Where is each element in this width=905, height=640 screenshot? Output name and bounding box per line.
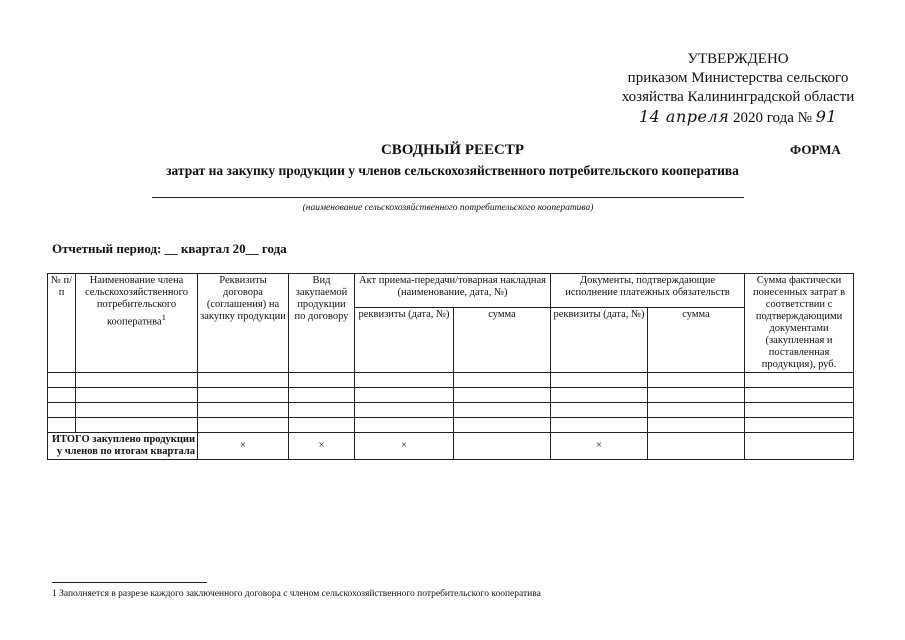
table-cell[interactable] [48,403,76,418]
total-row-label: ИТОГО закуплено продукции у членов по итогам квартала [48,433,198,460]
col-act-group-header: Акт приема-передачи/товарная накладная (наименование, дата, №) [355,274,551,308]
total-docs-sum-cell[interactable] [648,433,745,460]
table-cell[interactable] [648,373,745,388]
table-cell[interactable] [289,388,355,403]
registry-table [47,273,854,460]
table-cell[interactable] [355,403,454,418]
total-row [48,433,854,460]
reporting-period: Отчетный период: __ квартал 20__ года [52,241,287,256]
table-row [48,418,854,433]
col-num-header: № п/п [48,274,76,373]
table-cell[interactable] [648,403,745,418]
approval-ministry-line: хозяйства Калининградской области [621,89,855,105]
table-cell[interactable] [745,373,854,388]
table-cell[interactable] [198,388,289,403]
table-cell[interactable] [76,373,198,388]
table-cell[interactable] [551,373,648,388]
approval-year: 2020 года № [732,110,812,126]
table-cell[interactable] [76,418,198,433]
table-cell[interactable] [198,403,289,418]
table-cell[interactable] [551,403,648,418]
footnote-text: 1 Заполняется в разрезе каждого заключенного договора с членом сельскохозяйственного потребительского кооператива [52,589,541,599]
table-cell[interactable] [48,373,76,388]
total-cross-mark: × [355,433,454,460]
table-cell[interactable] [454,418,551,433]
table-row [48,373,854,388]
table-row [48,403,854,418]
cooperative-name-caption: (наименование сельскохозяйственного потребительского кооператива) [302,203,594,213]
footnote-separator [52,582,207,583]
table-cell[interactable] [745,403,854,418]
document-subtitle: затрат на закупку продукции у членов сельскохозяйственного потребительского кооператива [166,163,739,178]
table-cell[interactable] [745,388,854,403]
handwritten-number: 91 [815,107,838,126]
col-contract-header: Реквизиты договора (соглашения) на закупку продукции [198,274,289,373]
total-cross-mark: × [198,433,289,460]
table-cell[interactable] [454,373,551,388]
col-docs-group-header: Документы, подтверждающие исполнение платежных обязательств [551,274,745,308]
table-cell[interactable] [551,388,648,403]
col-docs-details-header: реквизиты (дата, №) [551,308,648,373]
table-cell[interactable] [289,418,355,433]
approval-title: УТВЕРЖДЕНО [687,51,789,67]
table-cell[interactable] [454,403,551,418]
total-cross-mark: × [289,433,355,460]
table-cell[interactable] [648,388,745,403]
approval-order-line: приказом Министерства сельского [627,70,849,86]
cooperative-name-line [152,197,744,198]
form-label: ФОРМА [790,142,841,157]
table-cell[interactable] [289,373,355,388]
col-member-header: Наименование члена сельскохозяйственного потребительского кооператива$^1$ [76,274,198,373]
table-cell[interactable] [648,418,745,433]
total-cross-mark: × [551,433,648,460]
table-cell[interactable] [745,418,854,433]
total-act-sum-cell[interactable] [454,433,551,460]
col-docs-sum-header: сумма [648,308,745,373]
col-act-sum-header: сумма [454,308,551,373]
table-cell[interactable] [76,388,198,403]
table-cell[interactable] [289,403,355,418]
col-total-costs-header: Сумма фактически понесенных затрат в соответствии с подтверждающими документами (закупленная и поставленная продукция), руб. [745,274,854,373]
table-cell[interactable] [48,388,76,403]
col-act-details-header: реквизиты (дата, №) [355,308,454,373]
footnote-ref: 1 [161,312,167,322]
table-cell[interactable] [355,418,454,433]
handwritten-date: 14 апреля [638,107,730,126]
table-cell[interactable] [355,373,454,388]
col-product-header: Вид закупаемой продукции по договору [289,274,355,373]
table-cell[interactable] [355,388,454,403]
table-cell[interactable] [48,418,76,433]
table-cell[interactable] [76,403,198,418]
table-cell[interactable] [551,418,648,433]
table-cell[interactable] [198,373,289,388]
header-row-1 [48,274,854,308]
table-cell[interactable] [198,418,289,433]
document-title: СВОДНЫЙ РЕЕСТР [380,142,525,158]
approval-block [598,50,878,128]
total-costs-cell[interactable] [745,433,854,460]
approval-date-line [598,107,878,128]
table-row [48,388,854,403]
table-cell[interactable] [454,388,551,403]
